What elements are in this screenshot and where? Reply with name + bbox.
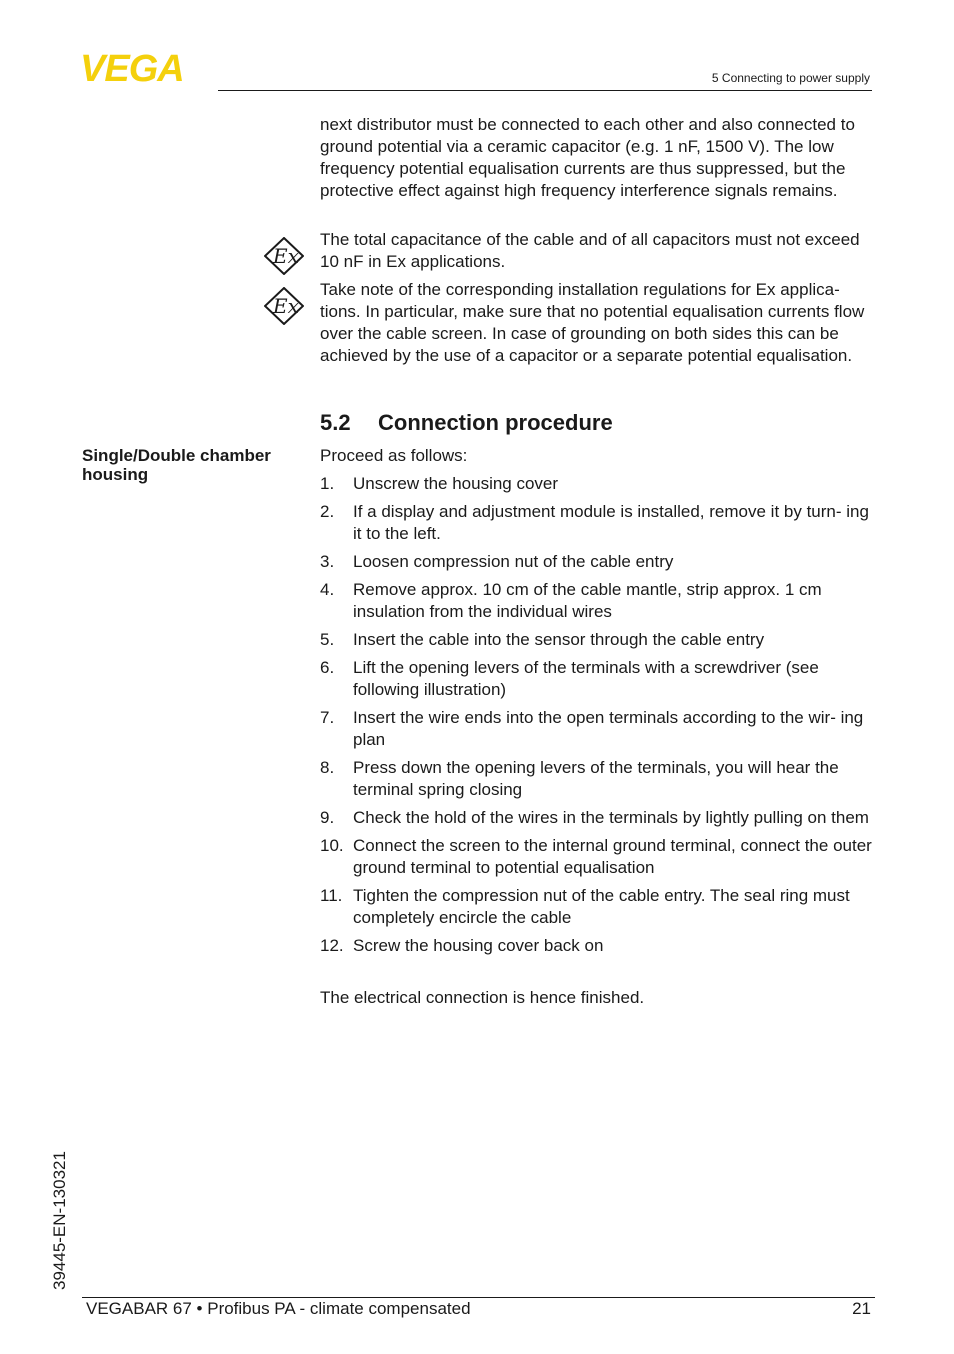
step-number: 7. xyxy=(320,708,335,727)
list-item xyxy=(320,835,880,879)
list-item xyxy=(320,807,880,829)
step-number: 8. xyxy=(320,758,335,777)
step-text: Tighten the compression nut of the cable entry. The seal ring must completely encircle the cable xyxy=(353,886,850,927)
margin-label: Single/Double chamber housing xyxy=(82,446,271,484)
step-text: Screw the housing cover back on xyxy=(353,936,604,955)
step-text: Connect the screen to the internal ground terminal, connect the outer ground terminal to potential equalisation xyxy=(353,836,872,877)
document-id: 39445-EN-130321 xyxy=(50,1151,69,1290)
step-text: If a display and adjustment module is installed, remove it by turn- ing it to the left. xyxy=(353,502,869,543)
running-header: 5 Connecting to power supply xyxy=(711,71,870,85)
step-text: Loosen compression nut of the cable entry xyxy=(353,552,674,571)
step-text: Lift the opening levers of the terminals with a screwdriver (see following illustration) xyxy=(353,658,819,699)
ex-icon xyxy=(264,237,304,275)
step-number: 2. xyxy=(320,502,335,521)
list-item xyxy=(320,629,880,651)
list-item xyxy=(320,551,880,573)
vega-logo xyxy=(80,50,212,84)
step-text: Check the hold of the wires in the terminals by lightly pulling on them xyxy=(353,808,869,827)
footer-product: VEGABAR 67 • Profibus PA - climate compensated xyxy=(86,1299,471,1318)
list-item xyxy=(320,657,880,701)
step-text: Press down the opening levers of the terminals, you will hear the terminal spring closing xyxy=(353,758,839,799)
step-number: 1. xyxy=(320,474,335,493)
list-item xyxy=(320,501,880,545)
step-text: Remove approx. 10 cm of the cable mantle, strip approx. 1 cm insulation from the individual wires xyxy=(353,580,822,621)
svg-text:Ex: Ex xyxy=(273,294,299,318)
list-item xyxy=(320,707,880,751)
page-number: 21 xyxy=(852,1299,871,1318)
footer-divider xyxy=(82,1297,875,1298)
ex-icon xyxy=(264,287,304,325)
step-number: 9. xyxy=(320,808,335,827)
list-item xyxy=(320,473,880,495)
step-text: Insert the cable into the sensor through the cable entry xyxy=(353,630,765,649)
section-title: Connection procedure xyxy=(378,410,613,435)
list-item xyxy=(320,579,880,623)
ex-note: The total capacitance of the cable and of all capacitors must not exceed 10 nF in Ex applications. xyxy=(320,230,860,271)
step-number: 6. xyxy=(320,658,335,677)
step-number: 10. xyxy=(320,836,344,855)
step-number: 5. xyxy=(320,630,335,649)
procedure-steps xyxy=(320,473,880,963)
closing-text: The electrical connection is hence finished. xyxy=(320,988,645,1007)
intro-paragraph: next distributor must be connected to each other and also connected to ground potential via a ceramic capacitor (e.g. 1 nF, 1500 V). The low frequency potential equalisation currents are thus suppressed, but the protective effect against high frequency interference signals remains. xyxy=(320,115,855,200)
step-number: 11. xyxy=(320,886,343,905)
step-text: Unscrew the housing cover xyxy=(353,474,559,493)
header-divider xyxy=(218,90,872,91)
step-number: 4. xyxy=(320,580,335,599)
procedure-intro: Proceed as follows: xyxy=(320,446,468,465)
svg-text:VEGA: VEGA xyxy=(80,50,184,84)
list-item xyxy=(320,885,880,929)
svg-text:Ex: Ex xyxy=(273,244,299,268)
step-text: Insert the wire ends into the open terminals according to the wir- ing plan xyxy=(353,708,864,749)
step-number: 3. xyxy=(320,552,335,571)
list-item xyxy=(320,935,880,957)
section-heading xyxy=(320,410,613,436)
section-number: 5.2 xyxy=(320,410,351,435)
step-number: 12. xyxy=(320,936,344,955)
ex-note: Take note of the corresponding installation regulations for Ex applica- tions. In particular, make sure that no potential equalisation currents flow over the cable screen. In case of grounding on both sides this can be achieved by the use of a capacitor or a separate potential equalisation. xyxy=(320,280,865,365)
list-item xyxy=(320,757,880,801)
